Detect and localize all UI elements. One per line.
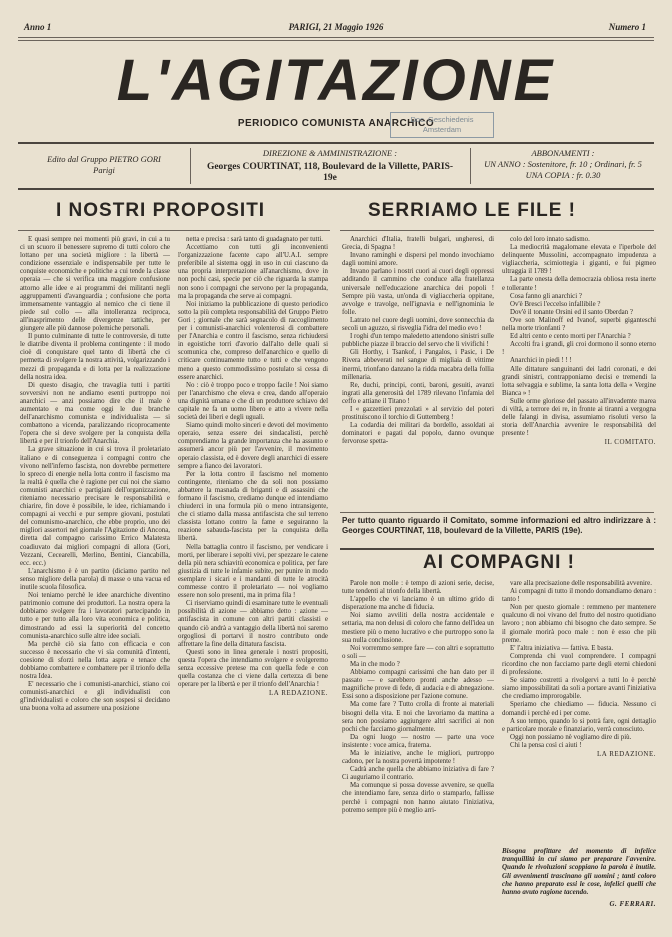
divider bbox=[470, 148, 471, 184]
article-paragraph: Gli Horthy, i Tsankof, i Pangalos, i Pasic, i De Rivera abbeverati nel sangue di migliaia di vittime inermi, trionfano danzano la ridda macabra della follia millenaria. bbox=[342, 349, 494, 381]
article-paragraph: Non per questo giornale : remmeno per mantenere qualcuno di noi vivano del frutto del nostro quotidiano lavoro ; non abbiamo chi bisogno che dato sempre. Se il giornale morirà poco male : non è esso che più preme. bbox=[502, 604, 656, 644]
committee-notice: Per tutto quanto riguardo il Comitato, somme informazioni ed altro indirizzare à : Georges COURTINAT, 118, boulevard de la Villette, PARIS (19e). bbox=[342, 516, 656, 535]
article-paragraph: Anarchici in piedi ! ! ! bbox=[510, 357, 572, 365]
article-paragraph: L'appello che vi lanciamo è un ultimo grido di disperazione ma anche di fiducia. bbox=[342, 596, 494, 612]
article-paragraph: Ma le iniziative, anche le migliori, purtroppo cadono, per la nostra povertà impotente ! bbox=[342, 749, 494, 766]
article-paragraph: Latrato nel cuore degli uomini, dove sonnecchia da secoli un aguzzo, si risveglia l'idra del medio evo ! bbox=[342, 316, 494, 333]
article-paragraph: Re, duchi, principi, conti, baroni, gesuiti, avanzi ingrati alla generosità del 1789 rilevano l'infamia del ceffo e attiane il Titano ! bbox=[342, 381, 494, 405]
subscription-box bbox=[478, 148, 648, 188]
article-paragraph: Noi teniamo perchè le idee anarchiche diventino patrimonio comune dei produttori. La nostra opera la dobbiamo svolgere fra i lavoratori partecipando in tutto e per tutto alla loro vita economica e politica, dimostrando ad essi la superiorità del concetto comunista-anarchico sulle altre idee sociali. bbox=[20, 592, 170, 640]
article-paragraph: Questi sono in linea generale i nostri propositi, questa l'opera che intendiamo svolgere e svolgeremo senza eccessive pretese ma con quella fede e con quella costanza che ci viene dalla certezza di bene operare per la libertà e per il trionfo dell'Anarchia ! bbox=[178, 648, 328, 689]
divider bbox=[18, 40, 654, 41]
headline-ai-compagni: AI COMPAGNI ! bbox=[423, 552, 575, 573]
article-paragraph: Nella battaglia contro il fascismo, per vendicare i morti, per liberare i sepolti vivi, per spezzare le catene della più nera schiavitù economica e politica, per fare giustizia di tutte le infamie subite, per punire in modo esemplare i sicari e i mandanti di tutte le atrocità commesse contro il proletariato — noi vogliamo essere non solo presenti, ma in prima fila ! bbox=[178, 543, 328, 600]
divider bbox=[190, 148, 191, 184]
article-paragraph: Da ogni luogo — nostro — parte una voce insistente : voce amica, fraterna. bbox=[342, 733, 494, 749]
article-paragraph: Noi iniziamo la pubblicazione di questo periodico sotto la più completa responsabilità del Gruppo Pietro Gori ; giornale che sarà segnacolo di raccoglimento per i comunisti-anarchici volenterosi di combattere per l'Anarchia e contro il fascismo, senza richiudersi in egoistiche torri d'avorio dall'alto delle quali si scomunica che, compreso dell'anarchico e quello di criticare continuamente tutto e tutti e che vengono meno a questo commodissimo postulato si cessa di essere anarchici. bbox=[178, 300, 328, 381]
article-paragraph: Oggi non possiamo nè vogliamo dire di più. bbox=[510, 733, 632, 741]
direction-address: Georges COURTINAT, 118, Boulevard de la Villette, PARIS-19e bbox=[206, 162, 454, 183]
divider bbox=[18, 37, 654, 38]
article-paragraph: Ma come fare ? Tutto crolla di fronte ai materiali bisogni della vita. E noi che lavoriamo da mattina a sera non possiamo aggiungere altri sacrifici ai non pochi che facciamo giornalmente. bbox=[342, 701, 494, 733]
masthead-title: L'AGITAZIONE bbox=[116, 48, 556, 113]
signature: IL COMITATO. bbox=[604, 438, 656, 447]
subscription-copy: UNA COPIA : fr. 0.30 bbox=[525, 170, 601, 180]
article-paragraph: Sulle orme gloriose del passato all'invademte marea di viltà, a terrore dei re, in fronte ai tiranni a vergogna delle falangi in divisa, assumiamo risoluti verso la storia dell'Anarchia avvenire le responsabilità del presente ! bbox=[502, 397, 656, 438]
article-paragraph: Ov'è Bresci l'eccelso infallibile ? bbox=[510, 300, 601, 308]
article-paragraph: E' necessario che i comunisti-anarchici, stiano coi comunisti-anarchici e gli individualisti con gl'individualisti e coloro che son sospesi si decidano una buona volta ad assumere una posizione bbox=[20, 681, 170, 713]
publisher-line: Edito dal Gruppo PIETRO GORI bbox=[47, 154, 161, 164]
article-column bbox=[502, 236, 656, 510]
quote-text: Bisogna profittare del momento di infelice tranquillità in cui siamo per preparare l'avvenire. Quando le rivoluzioni scoppiano la parola è inutile. Gli avvenimenti trascinano gli uomini ; tanti coloro che hanno preparato essi le cose, infelici quelli che hanno avuto ragione tacendo. bbox=[502, 847, 656, 897]
subscription-label: ABBONAMENTI : bbox=[531, 148, 595, 158]
article-paragraph: E' l'altra iniziativa — fattiva. E basta. bbox=[510, 644, 614, 652]
article-column bbox=[178, 236, 328, 936]
article-paragraph: netta e precisa : sarà tanto di guadagnato per tutti. bbox=[186, 236, 323, 243]
divider bbox=[18, 188, 654, 190]
article-paragraph: Se siamo costretti a rivolgervi a tutti lo è perchè siamo impossibilitati da soli a portare avanti l'iniziativa che crediamo improrogabile. bbox=[502, 677, 656, 701]
article-paragraph: No : ciò è troppo poco e troppo facile ! Noi siamo per l'anarchismo che eleva e crea, dando all'operaio una dignità umana e che di un produttore schiavo del capitale ne fa un uomo libero e atto a vivere nella società dei liberi e degli uguali. bbox=[178, 381, 328, 422]
article-paragraph: Parole non molle : è tempo di azioni serie, decise, tutte tendenti al trionfo della libertà. bbox=[342, 580, 494, 596]
article-paragraph: Accolti fra i grandi, gli croi dormono il sonno eterno ! bbox=[502, 341, 656, 357]
article-paragraph: Noi siamo avviliti della nostra accidentale e settaria, ma non delusi di coloro che fanno dell'idea un mestiere più o meno lucrativo e che purtroppo sono la sua nulla conclusione. bbox=[342, 612, 494, 644]
direction-box bbox=[202, 148, 458, 188]
article-paragraph: Noi vorremmo sempre fare — con altri e soprattutto o soli — bbox=[342, 644, 494, 660]
article-paragraph: Ma comunque si possa dovesse avvenire, se quella che intendiamo fare, senza dirlo o stamparlo, fallisse perchè i compagni non hanno aiutato l'iniziativa, potremo sempre più è meglio arri- bbox=[342, 782, 494, 814]
article-paragraph: Dov'è il tonante Orsini ed il santo Oberdan ? bbox=[510, 308, 633, 316]
masthead-subtitle: PERIODICO COMUNISTA ANARCHICO bbox=[237, 118, 435, 129]
direction-label: DIREZIONE & AMMINISTRAZIONE : bbox=[262, 148, 398, 158]
ferrari-quote bbox=[502, 847, 656, 908]
article-paragraph: Accettiamo con tutti gli inconvenienti l'organizzazione facente capo all'U.A.I. sempre preferibile al sistema oggi in uso in cui ciascuno da una propria interpretazione all'anarchismo, dove in non pochi casi, specie per ciò che riguarda la stampa non sono i compagni che servono per la propaganda, ma la propaganda che serve ai compagni. bbox=[178, 244, 328, 300]
article-paragraph: vare alla precisazione delle responsabilità avvenire. bbox=[510, 580, 652, 587]
headline-serriamo: SERRIAMO LE FILE ! bbox=[368, 200, 576, 221]
library-stamp bbox=[390, 112, 494, 138]
article-paragraph: Alle dittature sanguinanti dei ladri coronati, e dei grandi sinistri, contrapponiamo decisi e tremendi la lotta selvaggia e sublime, la santa lotta della « Vergine Bianca » ! bbox=[502, 365, 656, 397]
stamp-line: Amsterdam bbox=[422, 125, 462, 134]
signature: LA REDAZIONE. bbox=[597, 749, 656, 758]
dateline: PARIGI, 21 Maggio 1926 bbox=[288, 22, 384, 32]
issue-bar bbox=[18, 22, 654, 36]
quote-author: G. FERRARI. bbox=[609, 900, 656, 909]
article-paragraph: Ma in che modo ? bbox=[350, 660, 400, 668]
divider bbox=[340, 230, 654, 231]
article-column bbox=[502, 580, 656, 842]
article-paragraph: Ma perchè ciò sia fatto con efficacia e con successo è necessario che vi sia comunità d'intenti, coesione di sforzi nella lotta aspra e tenace che dobbiamo combattere e combattere per il trionfo della nostra Idea. bbox=[20, 640, 170, 681]
divider bbox=[340, 512, 654, 513]
article-paragraph: Di questo disagio, che travaglia tutti i partiti sovversivi non ne andiamo esenti purtroppo noi anarchici — anzi possiamo dire che il male è aumentato e ma come oggi le due branche dell'anarchismo comunista e individualista — si combattono a vicenda, paralizzando ricoprocamente l'opera che si deve svolgere per la conquista della libertà e per il trionfo dell'Anarchia. bbox=[20, 381, 170, 446]
article-paragraph: Comprenda chi vuol comprendere. I compagni ricordino che non facciamo parte degli eterni chiedoni di professione. bbox=[502, 652, 656, 677]
article-paragraph: Ai compagni di tutto il mondo domandiamo denaro : tanto ! bbox=[502, 588, 656, 604]
article-paragraph: Cosa fanno gli anarchici ? bbox=[510, 292, 582, 300]
article-paragraph: La grave situazione in cui si trova il proletariato italiano e di conseguenza i compagni contro che vivono nell'inferno fascista, non dovrebbe permettere lo spreco di energie nella lotta contro il fascismo ma la realtà è quella che è ragione per cui noi che siamo comunisti anarchici e partigiani dell'organizzazione, riteniamo necessario precisare le responsabilità e chiarire, fin dove è possibile, le idee, richiamando i compagni ai vecchi e pur sempre giovani, postulati del comunismo-anarchico, che ebbe proprio, uno dei migliori assertori nel giornale l'Agitazione di Ancona, diretta dal compagno carissimo Errico Malatesta coadiuvato dai migliori compagni di allora (Gori, Vezzani, Cecearelli, Merlino, Bentini, Ciancabilla, ecc. ecc.) bbox=[20, 446, 170, 567]
article-paragraph: Ove son Malinoff ed Ivanof, superbi giganteschi nella morte trionfanti ? bbox=[502, 316, 656, 333]
article-paragraph: I roghi d'un tempo maledetto attendono sinistri sulle pubbliche piazze il braccio del servo che li vivifichi ! bbox=[342, 333, 494, 349]
article-paragraph: Abbiamo compagni carissimi che han dato per il passato — e sarebbero pronti anche adesso — magnifiche prove di fede, di audacia e di abnegazione. Essi sono a disposizione per l'azione comune. bbox=[342, 669, 494, 701]
article-paragraph: Invano parlano i nostri cuori ai cuori degli oppressi additando il cammino che conduce alla fratellanza universale nell'educazione anarchica dei popoli ! Sempre più vasta, un'onda di vigliaccheria oppitane, avvolge e travolge, nell'ignavia e nell'ignominia le folle. bbox=[342, 268, 494, 316]
article-paragraph: L'anarchismo è è un partito (diciamo partito nel senso migliore della parola) di masse o una vacua ed inutile scuola filosofica. bbox=[20, 567, 170, 592]
article-paragraph: La parte onesta della democrazia obliosa resta inerte e tollerante ! bbox=[502, 276, 656, 292]
article-paragraph: E quasi sempre nei momenti più gravi, in cui a tu ci un scuoro il benessere supremo di tutti coloro che lottano per una società migliore : la libertà — condizione essenziale e indispensabile per tutte le conquiste economiche e politiche a cui tende la classe operaia — che si verifica una maggiore confusione attorno alle idee e ai programmi dei militanti negli aggruppamenti d'avanguardia ; confusione che porta immensamente vantaggio al nemico che ci tiene il piede sul collo — alla intolleranza reciproca, all'inasprimento delle divergenze tattiche, per giungere alle più dannose polemiche personali. bbox=[20, 236, 170, 333]
publisher-city: Parigi bbox=[93, 165, 115, 175]
article-paragraph: La mediocrità magalomane elevata e l'iperbole del delinquente Mussolini, accompagnato impudenza a vigliaccheria, scimiottegia i giganti, e fui pigmeo ultraggia il 1789 ! bbox=[502, 244, 656, 276]
issue-number: Numero 1 bbox=[608, 22, 646, 32]
headline-propositi: I NOSTRI PROPOSITI bbox=[56, 200, 266, 221]
divider bbox=[18, 230, 330, 231]
article-paragraph: Siamo quindi molto sinceri e devoti del movimento operaio, senza essere dei sindacalisti, perchè comprendiamo la grande importanza che ha assunto e assumerà ancor più per l'avvenire, il movimento operaio classista, ed è dovere degli anarchici di essere sempre a fianco dei lavoratori. bbox=[178, 422, 328, 470]
divider bbox=[18, 142, 654, 144]
article-paragraph: Speriamo che chiediamo — fiducia. Nessuno ci domandi i perchè ed i per come. bbox=[502, 701, 656, 717]
article-column bbox=[342, 580, 494, 936]
article-paragraph: I « gazzettieri prezzolati » al servizio del poteri prostituiscono il torchio di Guttemberg ! bbox=[342, 405, 494, 422]
article-paragraph: Per la lotta contro il fascismo nel momento contingente, riteniamo che da soli non possiamo abbattere la masnada di briganti e di assassini che formano il fascismo, crediamo dunque ed intendiamo chiuderci in una formula più o meno intransigente, che ci stiamo dalla massa antifascista che sul terreno classista lottano contro la fame e seguiranno la reazione sabauda-fascista per la conquista della libertà. bbox=[178, 470, 328, 543]
article-paragraph: Cadrà anche quella che abbiamo iniziativa di fare ? Ci auguriamo il contrario. bbox=[342, 766, 494, 782]
signature: LA REDAZIONE. bbox=[269, 689, 328, 698]
article-paragraph: Ed altri cento e cento morti per l'Anarchia ? bbox=[510, 333, 631, 341]
article-paragraph: Il punto culminante di tutte le controversie, di tutte le diatribe diventa il problema contingente : il modo cioè di conquistare quel tanto di libertà che ci permetta di svolgere la nostra attività, volgarizzando i mezzi di propaganda e di lotta per la realizzazione della nostra idea. bbox=[20, 333, 170, 381]
article-paragraph: Anarchici d'Italia, fratelli bulgari, ungheresi, di Grecia, di Spagna ! bbox=[342, 236, 494, 252]
divider bbox=[340, 548, 654, 550]
article-paragraph: Ci riserviamo quindi di esaminare tutte le eventuali possibilità di azione — abbiamo detto : azione — antifascista in comune con altri partiti classisti e quando ciò andrà a vantaggio della libertà noi saremo orgogliosi di portarvi il nostro contributo onde affrettare la fine della dittatura fascista. bbox=[178, 600, 328, 648]
stamp-line: Doc. Geschiedenis bbox=[410, 115, 474, 124]
article-paragraph: La codardia dei militari da bordello, assoldati ai dominatori e pagati dal popolo, danno ovunque fervorose spetta- bbox=[342, 422, 494, 446]
article-paragraph: Invano raminghi e dispersi pel mondo invochiamo dagli uomini amore. bbox=[342, 252, 494, 268]
issue-year: Anno 1 bbox=[24, 22, 52, 32]
article-column bbox=[20, 236, 170, 936]
article-paragraph: A suo tempo, quando lo si potrà fare, ogni dettaglio e particolare morale e finanziario, verrà conosciuto. bbox=[502, 717, 656, 733]
article-column bbox=[342, 236, 494, 510]
article-paragraph: Chi la pensa così ci aiuti ! bbox=[510, 741, 582, 749]
article-paragraph: colo del loro innato sadismo. bbox=[510, 236, 590, 243]
subscription-annual: UN ANNO : Sostenitore, fr. 10 ; Ordinari, fr. 5 bbox=[484, 159, 642, 169]
